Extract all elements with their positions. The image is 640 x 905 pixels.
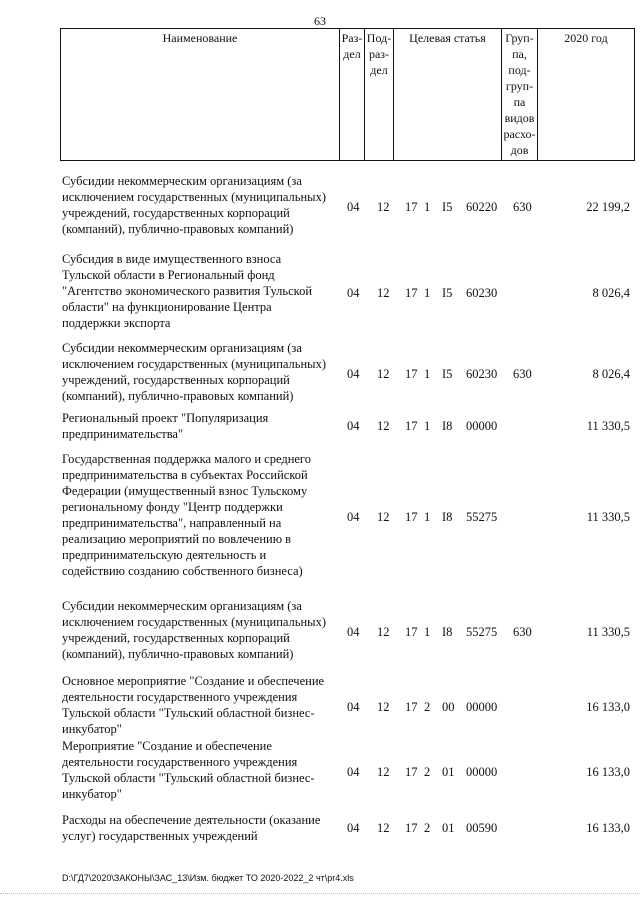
row-name [62, 598, 340, 662]
cell-podr: 12 [377, 821, 390, 835]
row-name-line: Государственная поддержка малого и среднего [62, 452, 311, 466]
cell-value: 22 199,2 [586, 200, 630, 214]
cell-s2: 1 [424, 625, 431, 639]
cell-s1: 17 [405, 367, 418, 381]
row-name-line: предпринимательства", направленный на [62, 516, 282, 530]
cell-s3: 01 [442, 821, 455, 835]
cell-s1: 17 [405, 700, 418, 714]
cell-podr: 12 [377, 625, 390, 639]
row-name-line: инкубатор" [62, 787, 122, 801]
row-name-line: учреждений, государственных корпораций [62, 631, 290, 645]
cell-grp: 630 [513, 200, 532, 214]
cell-s4: 00000 [466, 765, 498, 779]
cell-s4: 00000 [466, 700, 498, 714]
cell-s2: 1 [424, 367, 431, 381]
header-line: дел [370, 63, 388, 77]
row-name-line: исключением государственных (муниципальных) [62, 615, 326, 629]
cell-s3: I5 [442, 286, 453, 300]
cell-s1: 17 [405, 419, 418, 433]
cell-s3: I8 [442, 419, 453, 433]
header-razdel [340, 29, 365, 161]
header-year: 2020 год [538, 29, 635, 161]
row-name-line: Тульской области в Региональный фонд [62, 268, 275, 282]
cell-s1: 17 [405, 510, 418, 524]
row-name-line: Региональный проект "Популяризация [62, 411, 269, 425]
row-name-line: деятельности государственного учреждения [62, 755, 298, 769]
row-name [62, 738, 340, 802]
row-name-line: поддержки экспорта [62, 316, 171, 330]
cell-podr: 12 [377, 200, 390, 214]
cell-s2: 2 [424, 821, 431, 835]
cell-value: 11 330,5 [586, 625, 630, 639]
row-name-line: услуг) государственных учреждений [62, 829, 258, 843]
cell-s4: 55275 [466, 510, 498, 524]
header-line: груп- [505, 79, 534, 93]
row-name-line: предпринимательства в субъектах Российской [62, 468, 308, 482]
row-name-line: Субсидии некоммерческим организациям (за [62, 341, 302, 355]
page-number: 63 [314, 14, 326, 28]
cell-s4: 60220 [466, 200, 498, 214]
cell-razdel: 04 [347, 700, 360, 714]
row-name-line: (компаний), публично-правовых компаний) [62, 222, 294, 236]
row-name-line: Расходы на обеспечение деятельности (оказание [62, 813, 321, 827]
row-name-line: (компаний), публично-правовых компаний) [62, 389, 294, 403]
header-line: па, [512, 47, 527, 61]
cell-podr: 12 [377, 700, 390, 714]
cell-s2: 1 [424, 419, 431, 433]
cell-s4: 00000 [466, 419, 498, 433]
row-name-line: деятельности государственного учреждения [62, 690, 298, 704]
cell-value: 8 026,4 [592, 286, 630, 300]
row-name-line: Федерации (имущественный взнос Тульскому [62, 484, 308, 498]
file-path-footer: D:\ГД7\2020\ЗАКОНЫ\ЗАС_13\Изм. бюджет ТО 2020-2022_2 чт\pr4.xls [62, 873, 354, 883]
cell-s4: 55275 [466, 625, 498, 639]
row-name [62, 451, 340, 579]
cell-grp: 630 [513, 367, 532, 381]
cell-razdel: 04 [347, 286, 360, 300]
cell-podr: 12 [377, 510, 390, 524]
header-podrazdel [365, 29, 394, 161]
cell-value: 11 330,5 [586, 419, 630, 433]
header-line: па [513, 95, 526, 109]
header-line: дел [343, 47, 361, 61]
cell-s2: 1 [424, 286, 431, 300]
row-name [62, 410, 340, 442]
row-name-line: учреждений, государственных корпораций [62, 206, 290, 220]
row-name [62, 673, 340, 737]
row-name-line: (компаний), публично-правовых компаний) [62, 647, 294, 661]
cell-podr: 12 [377, 367, 390, 381]
cell-s1: 17 [405, 765, 418, 779]
row-name-line: Мероприятие "Создание и обеспечение [62, 739, 272, 753]
cell-razdel: 04 [347, 200, 360, 214]
cell-value: 8 026,4 [592, 367, 630, 381]
cell-razdel: 04 [347, 419, 360, 433]
cell-s1: 17 [405, 625, 418, 639]
cell-s2: 1 [424, 200, 431, 214]
row-name-line: исключением государственных (муниципальных) [62, 190, 326, 204]
page-edge [0, 893, 640, 895]
cell-razdel: 04 [347, 367, 360, 381]
row-name [62, 812, 340, 844]
cell-s4: 60230 [466, 367, 498, 381]
cell-s3: I5 [442, 367, 453, 381]
row-name [62, 251, 340, 331]
header-line: под- [508, 63, 531, 77]
row-name-line: Основное мероприятие "Создание и обеспечение [62, 674, 325, 688]
row-name-line: предпринимательства" [62, 427, 184, 441]
cell-razdel: 04 [347, 765, 360, 779]
row-name-line: региональному фонду "Центр поддержки [62, 500, 283, 514]
cell-grp: 630 [513, 625, 532, 639]
cell-s3: 01 [442, 765, 455, 779]
cell-s4: 00590 [466, 821, 498, 835]
row-name-line: исключением государственных (муниципальных) [62, 357, 326, 371]
cell-s2: 2 [424, 700, 431, 714]
row-name-line: Субсидии некоммерческим организациям (за [62, 174, 302, 188]
row-name-line: области" на функционирование Центра [62, 300, 272, 314]
cell-s1: 17 [405, 821, 418, 835]
header-line: видов [504, 111, 535, 125]
header-line: Под- [366, 31, 392, 45]
cell-s2: 2 [424, 765, 431, 779]
cell-podr: 12 [377, 286, 390, 300]
header-line: Груп- [505, 31, 534, 45]
cell-podr: 12 [377, 419, 390, 433]
row-name-line: предпринимательскую деятельность и [62, 548, 267, 562]
cell-s2: 1 [424, 510, 431, 524]
cell-s3: I8 [442, 625, 453, 639]
header-line: расхо- [503, 127, 536, 141]
cell-value: 16 133,0 [586, 700, 630, 714]
row-name-line: Тульской области "Тульский областной бизнес- [62, 706, 315, 720]
header-statya: Целевая статья [394, 29, 502, 161]
header-line: Раз- [341, 31, 363, 45]
cell-s4: 60230 [466, 286, 498, 300]
cell-s1: 17 [405, 200, 418, 214]
cell-s1: 17 [405, 286, 418, 300]
cell-razdel: 04 [347, 625, 360, 639]
cell-value: 16 133,0 [586, 765, 630, 779]
row-name-line: реализацию мероприятий по вовлечению в [62, 532, 292, 546]
row-name-line: "Агентство экономического развития Тульской [62, 284, 313, 298]
row-name-line: Субсидии некоммерческим организациям (за [62, 599, 302, 613]
header-line: дов [510, 143, 529, 157]
header-line: раз- [368, 47, 390, 61]
row-name-line: инкубатор" [62, 722, 122, 736]
header-name: Наименование [61, 29, 340, 161]
header-group [502, 29, 538, 161]
cell-value: 11 330,5 [586, 510, 630, 524]
cell-razdel: 04 [347, 510, 360, 524]
cell-s3: 00 [442, 700, 455, 714]
row-name [62, 173, 340, 237]
row-name-line: содействию созданию собственного бизнеса) [62, 564, 303, 578]
row-name-line: Тульской области "Тульский областной бизнес- [62, 771, 315, 785]
row-name [62, 340, 340, 404]
cell-razdel: 04 [347, 821, 360, 835]
cell-value: 16 133,0 [586, 821, 630, 835]
table-header [60, 28, 635, 161]
cell-podr: 12 [377, 765, 390, 779]
row-name-line: учреждений, государственных корпораций [62, 373, 290, 387]
cell-s3: I8 [442, 510, 453, 524]
row-name-line: Субсидия в виде имущественного взноса [62, 252, 282, 266]
cell-s3: I5 [442, 200, 453, 214]
